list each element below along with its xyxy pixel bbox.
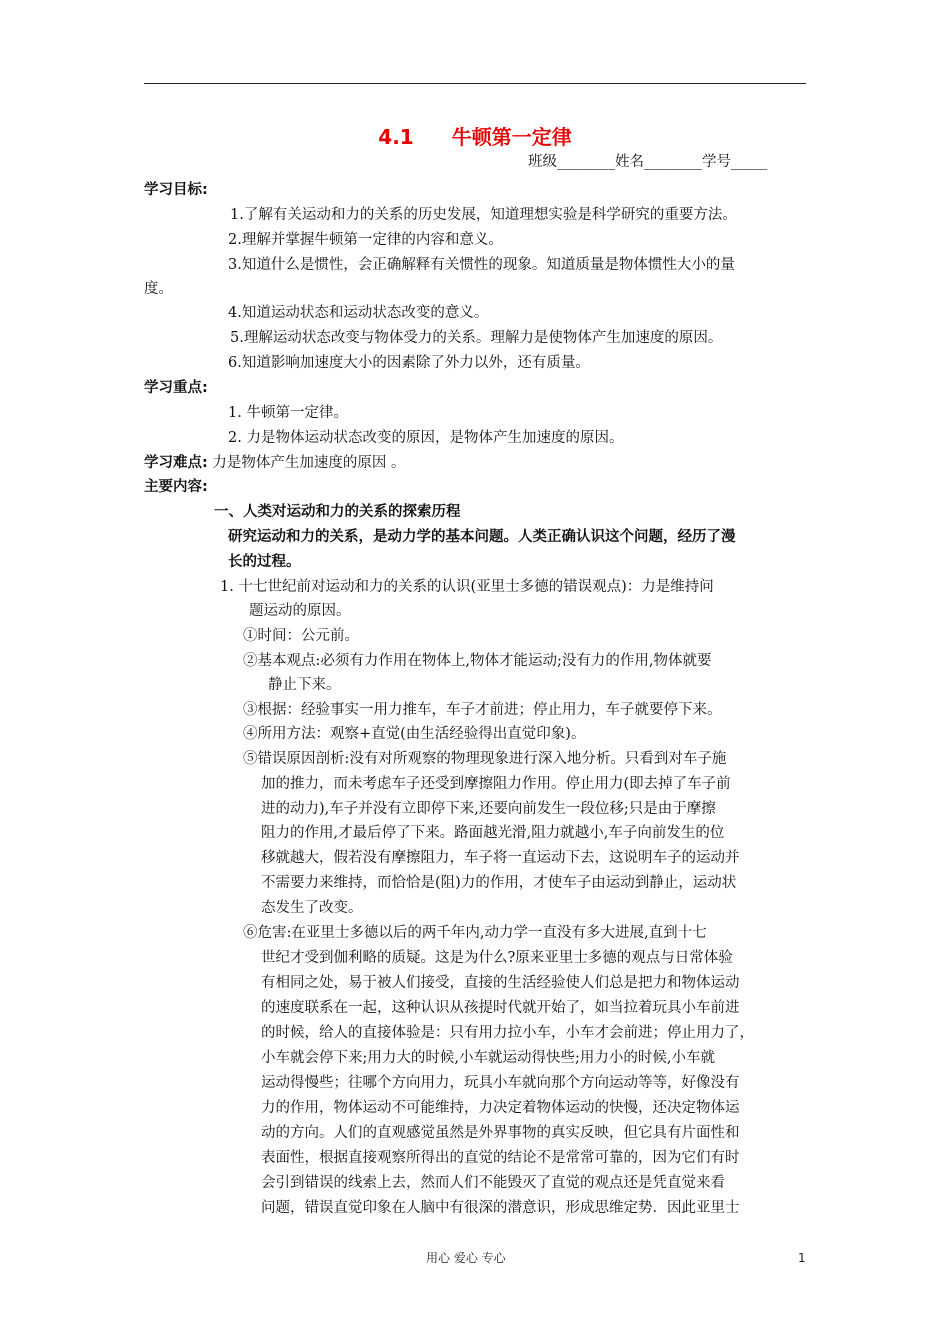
point-error-analysis-line: 进的动力),车子并没有立即停下来,还要向前发生一段位移;只是由于摩擦	[261, 801, 716, 817]
point-harm-line: 世纪才受到伽利略的质疑。这是为什么?原来亚里士多德的观点与日常体验	[261, 950, 733, 966]
section-1-title: 一、人类对运动和力的关系的探索历程	[214, 504, 461, 520]
item-1-cont: 题运动的原因。	[249, 603, 351, 619]
goal-6: 6.知道影响加速度大小的因素除了外力以外，还有质量。	[228, 355, 590, 371]
goal-5: 5.理解运动状态改变与物体受力的关系。理解力是使物体产生加速度的原因。	[230, 330, 723, 346]
main-content-heading: 主要内容:	[144, 479, 208, 495]
point-error-analysis-line: ⑤错误原因剖析:没有对所观察的物理现象进行深入地分析。只看到对车子施	[243, 751, 727, 767]
point-harm-line: 的速度联系在一起，这种认识从孩提时代就开始了，如当拉着玩具小车前进	[261, 1000, 740, 1016]
point-basis: ③根据：经验事实一用力推车，车子才前进；停止用力，车子就要停下来。	[243, 702, 722, 718]
key-heading: 学习重点:	[144, 380, 208, 396]
point-harm-line: 运动得慢些；往哪个方向用力，玩具小车就向那个方向运动等等，好像没有	[261, 1075, 740, 1091]
point-error-analysis-line: 移就越大，假若没有摩擦阻力，车子将一直运动下去，这说明车子的运动并	[261, 850, 740, 866]
point-time: ①时间：公元前。	[243, 628, 359, 644]
key-point-1: 1. 牛顿第一定律。	[228, 405, 348, 421]
point-harm-line: 问题，错误直觉印象在人脑中有很深的潜意识，形成思维定势．因此亚里士	[261, 1200, 740, 1216]
goal-3-cont: 度。	[144, 281, 173, 297]
point-harm-line: 的时候，给人的直接体验是：只有用力拉小车，小车才会前进；停止用力了，	[261, 1025, 754, 1041]
point-basic-view: ②基本观点:必须有力作用在物体上,物体才能运动;没有力的作用,物体就要	[243, 653, 712, 669]
point-harm-line: 力的作用，物体运动不可能维持，力决定着物体运动的快慢，还决定物体运	[261, 1100, 740, 1116]
point-error-analysis-line: 阻力的作用,才最后停了下来。路面越光滑,阻力就越小,车子向前发生的位	[261, 825, 725, 841]
point-basic-view-cont: 静止下来。	[268, 677, 341, 693]
goal-3: 3.知道什么是惯性，会正确解释有关惯性的现象。知道质量是物体惯性大小的量	[228, 257, 735, 273]
point-harm-line: 小车就会停下来;用力大的时候,小车就运动得快些;用力小的时候,小车就	[261, 1050, 715, 1066]
point-harm-line: 会引到错误的线索上去，然而人们不能毁灭了直觉的观点还是凭直觉来看	[261, 1175, 725, 1191]
point-harm-line: 有相同之处，易于被人们接受，直接的生活经验使人们总是把力和物体运动	[261, 975, 740, 991]
difficulty-text: 力是物体产生加速度的原因 。	[207, 455, 406, 471]
section-1-intro-cont: 长的过程。	[228, 554, 301, 570]
section-1-intro: 研究运动和力的关系，是动力学的基本问题。人类正确认识这个问题，经历了漫	[228, 529, 736, 545]
item-1: 1. 十七世纪前对运动和力的关系的认识(亚里士多德的错误观点)：力是维持问	[220, 579, 714, 595]
goal-2: 2.理解并掌握牛顿第一定律的内容和意义。	[228, 232, 503, 248]
difficulty-heading: 学习难点:	[144, 455, 208, 471]
key-point-2: 2. 力是物体运动状态改变的原因，是物体产生加速度的原因。	[228, 430, 624, 446]
difficulty-line	[144, 453, 406, 473]
class-name-id-line: 班级________姓名________学号_____	[528, 154, 768, 170]
point-error-analysis-line: 加的推力，而未考虑车子还受到摩擦阻力作用。停止用力(即去掉了车子前	[261, 776, 731, 792]
page-title: 4.1 牛顿第一定律	[378, 125, 572, 149]
point-method: ④所用方法：观察+直觉(由生活经验得出直觉印象)。	[243, 726, 586, 742]
point-harm-line: 表面性，根据直接观察所得出的直觉的结论不是常常可靠的，因为它们有时	[261, 1150, 740, 1166]
footer-text: 用心 爱心 专心	[426, 1251, 506, 1265]
goal-1: 1.了解有关运动和力的关系的历史发展，知道理想实验是科学研究的重要方法。	[230, 207, 737, 223]
goal-4: 4.知道运动状态和运动状态改变的意义。	[228, 305, 489, 321]
header-rule	[144, 83, 806, 84]
point-harm-line: 动的方向。人们的直观感觉虽然是外界事物的真实反映，但它具有片面性和	[261, 1125, 740, 1141]
point-harm-line: ⑥危害:在亚里士多德以后的两千年内,动力学一直没有多大进展,直到十七	[243, 925, 707, 941]
point-error-analysis-line: 不需要力来维持，而恰恰是(阻)力的作用，才使车子由运动到静止，运动状	[261, 875, 737, 891]
page-number: 1	[798, 1251, 806, 1265]
goals-heading: 学习目标:	[144, 182, 208, 198]
point-error-analysis-line: 态发生了改变。	[261, 900, 363, 916]
